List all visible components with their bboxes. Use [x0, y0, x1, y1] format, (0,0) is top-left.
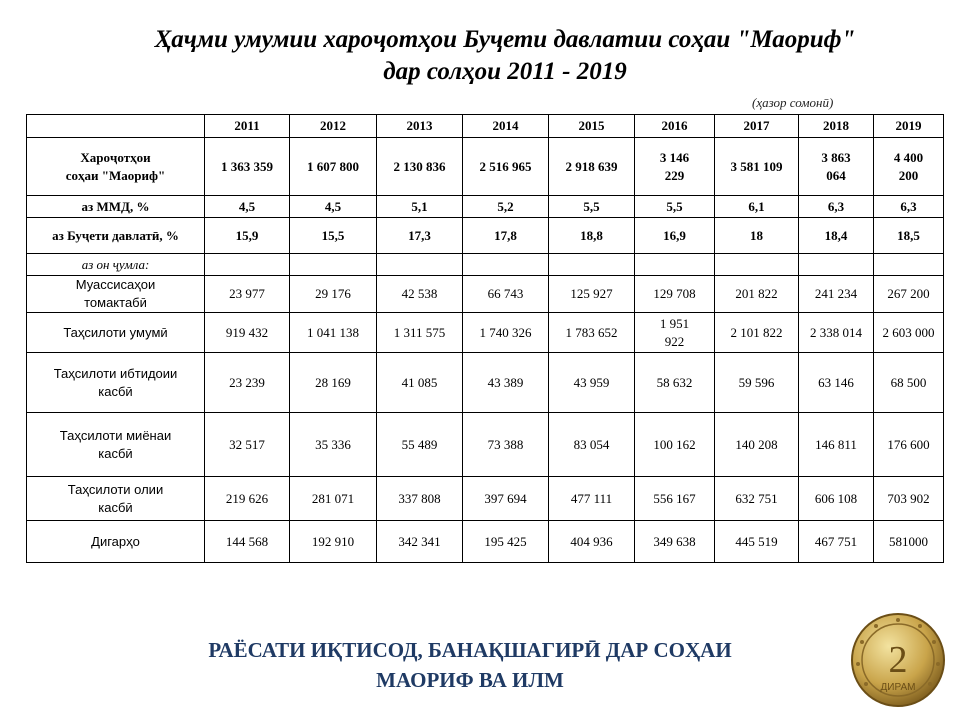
table-row — [27, 218, 944, 254]
row-label: аз он ҷумла: — [27, 254, 205, 276]
coin-icon — [850, 612, 946, 708]
table-cell: 2 918 639 — [549, 138, 635, 196]
table-cell: 146 811 — [799, 413, 874, 477]
table-cell: 5,5 — [635, 196, 715, 218]
table-cell: 581000 — [874, 521, 944, 563]
title-line-1: Ҳаҷми умумии хароҷотҳои Буҷети давлатии соҳаи "Маориф" — [154, 26, 856, 53]
table-cell: 342 341 — [377, 521, 463, 563]
table-cell: 919 432 — [205, 313, 290, 353]
title-line-2: дар солҳои 2011 - 2019 — [383, 58, 627, 85]
table-cell — [874, 254, 944, 276]
table-cell: 195 425 — [463, 521, 549, 563]
table-cell: 241 234 — [799, 276, 874, 313]
row-label: Дигарҳо — [27, 521, 205, 563]
table-row — [27, 313, 944, 353]
table-cell: 703 902 — [874, 477, 944, 521]
table-cell: 4 400 200 — [874, 138, 944, 196]
year-header: 2011 — [205, 115, 290, 138]
table-cell: 18 — [715, 218, 799, 254]
row-label: аз ММД, % — [27, 196, 205, 218]
table-cell: 42 538 — [377, 276, 463, 313]
table-cell: 397 694 — [463, 477, 549, 521]
table-cell: 445 519 — [715, 521, 799, 563]
table-cell: 632 751 — [715, 477, 799, 521]
table-cell: 73 388 — [463, 413, 549, 477]
row-label: Таҳсилоти умумӣ — [27, 313, 205, 353]
table-cell: 23 239 — [205, 353, 290, 413]
row-label: Муассисаҳои томактабӣ — [27, 276, 205, 313]
table-cell: 29 176 — [290, 276, 377, 313]
year-header: 2013 — [377, 115, 463, 138]
table-cell: 43 959 — [549, 353, 635, 413]
table-cell — [799, 254, 874, 276]
footer-line-2: МАОРИФ ВА ИЛМ — [376, 668, 564, 692]
table-cell: 129 708 — [635, 276, 715, 313]
table-cell — [205, 254, 290, 276]
expenditure-table — [26, 114, 944, 563]
table-cell: 18,4 — [799, 218, 874, 254]
table-cell: 6,3 — [874, 196, 944, 218]
table-cell: 1 951 922 — [635, 313, 715, 353]
table-cell: 5,1 — [377, 196, 463, 218]
year-header: 2019 — [874, 115, 944, 138]
table-cell: 477 111 — [549, 477, 635, 521]
table-cell: 1 607 800 — [290, 138, 377, 196]
table-row — [27, 353, 944, 413]
table-row — [27, 477, 944, 521]
table-cell: 4,5 — [205, 196, 290, 218]
table-cell: 17,8 — [463, 218, 549, 254]
table-cell: 32 517 — [205, 413, 290, 477]
table-cell — [463, 254, 549, 276]
year-header: 2018 — [799, 115, 874, 138]
table-cell: 404 936 — [549, 521, 635, 563]
table-cell: 6,1 — [715, 196, 799, 218]
table-cell: 2 516 965 — [463, 138, 549, 196]
year-header: 2012 — [290, 115, 377, 138]
table-cell: 1 740 326 — [463, 313, 549, 353]
table-cell: 28 169 — [290, 353, 377, 413]
table-cell: 100 162 — [635, 413, 715, 477]
footer-line-1: РАЁСАТИ ИҚТИСОД, БАНАҚШАГИРӢ ДАР СОҲАИ — [208, 638, 732, 662]
table-cell: 83 054 — [549, 413, 635, 477]
table-cell: 556 167 — [635, 477, 715, 521]
table-cell: 2 130 836 — [377, 138, 463, 196]
table-cell: 63 146 — [799, 353, 874, 413]
table-cell: 267 200 — [874, 276, 944, 313]
table-row — [27, 521, 944, 563]
table-cell: 35 336 — [290, 413, 377, 477]
table-cell: 2 101 822 — [715, 313, 799, 353]
table-cell — [549, 254, 635, 276]
row-label: Таҳсилоти миёнаи касбӣ — [27, 413, 205, 477]
table-cell: 201 822 — [715, 276, 799, 313]
table-cell: 15,9 — [205, 218, 290, 254]
table-cell — [715, 254, 799, 276]
header-row — [27, 115, 944, 138]
table-row — [27, 413, 944, 477]
unit-note: (ҳазор сомонӣ) — [752, 95, 834, 110]
page-title — [0, 24, 960, 88]
coin-text: ДИРАМ — [880, 682, 916, 693]
header-corner — [27, 115, 205, 138]
table-cell: 17,3 — [377, 218, 463, 254]
table-cell: 144 568 — [205, 521, 290, 563]
table-cell: 55 489 — [377, 413, 463, 477]
coin-numeral: 2 — [888, 639, 908, 681]
table-cell: 3 146 229 — [635, 138, 715, 196]
table-cell: 176 600 — [874, 413, 944, 477]
table-cell: 192 910 — [290, 521, 377, 563]
table-cell: 5,2 — [463, 196, 549, 218]
row-label: аз Буҷети давлатӣ, % — [27, 218, 205, 254]
table-cell: 281 071 — [290, 477, 377, 521]
table-cell: 1 311 575 — [377, 313, 463, 353]
table-cell: 59 596 — [715, 353, 799, 413]
year-header: 2017 — [715, 115, 799, 138]
table-cell: 18,5 — [874, 218, 944, 254]
table-cell: 66 743 — [463, 276, 549, 313]
table-cell: 1 783 652 — [549, 313, 635, 353]
table-cell: 1 363 359 — [205, 138, 290, 196]
table-cell: 23 977 — [205, 276, 290, 313]
table-cell: 125 927 — [549, 276, 635, 313]
table-cell: 1 041 138 — [290, 313, 377, 353]
table-cell — [290, 254, 377, 276]
table-cell: 349 638 — [635, 521, 715, 563]
table-cell: 219 626 — [205, 477, 290, 521]
row-label: Таҳсилоти ибтидоии касбӣ — [27, 353, 205, 413]
table-cell: 58 632 — [635, 353, 715, 413]
table-cell: 18,8 — [549, 218, 635, 254]
year-header: 2014 — [463, 115, 549, 138]
table-cell: 15,5 — [290, 218, 377, 254]
footer-title — [100, 635, 840, 695]
table-cell: 140 208 — [715, 413, 799, 477]
year-header: 2016 — [635, 115, 715, 138]
table-row — [27, 138, 944, 196]
table-cell: 606 108 — [799, 477, 874, 521]
table-cell: 4,5 — [290, 196, 377, 218]
table-cell: 16,9 — [635, 218, 715, 254]
year-header: 2015 — [549, 115, 635, 138]
table-cell: 68 500 — [874, 353, 944, 413]
table-cell: 2 338 014 — [799, 313, 874, 353]
table-cell: 3 863 064 — [799, 138, 874, 196]
table-cell — [635, 254, 715, 276]
table-cell: 41 085 — [377, 353, 463, 413]
table-cell: 5,5 — [549, 196, 635, 218]
table-cell: 467 751 — [799, 521, 874, 563]
row-label: Хароҷотҳои соҳаи "Маориф" — [27, 138, 205, 196]
table-row — [27, 276, 944, 313]
table-cell: 337 808 — [377, 477, 463, 521]
table-row — [27, 254, 944, 276]
table-cell: 2 603 000 — [874, 313, 944, 353]
table-cell — [377, 254, 463, 276]
row-label: Таҳсилоти олии касбӣ — [27, 477, 205, 521]
table-row — [27, 196, 944, 218]
table-cell: 3 581 109 — [715, 138, 799, 196]
table-cell: 43 389 — [463, 353, 549, 413]
table-cell: 6,3 — [799, 196, 874, 218]
